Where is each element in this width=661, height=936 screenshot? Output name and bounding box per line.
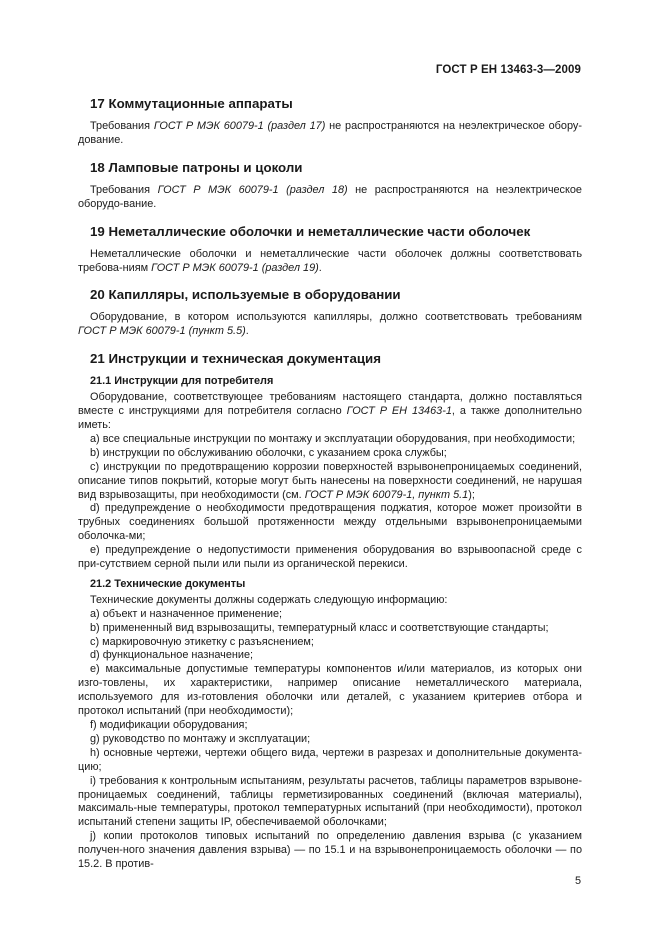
- section-21-title: 21 Инструкции и техническая документация: [90, 351, 381, 367]
- page-number: 5: [574, 875, 581, 887]
- section-17-text: Требования ГОСТ Р МЭК 60079-1 (раздел 17) не распространяются на неэлектрическое обору-дование.: [78, 120, 582, 146]
- section-19-title: 19 Неметаллические оболочки и неметаллические части оболочек: [90, 223, 531, 239]
- section-20-title: 20 Капилляры, используемые в оборудовании: [90, 287, 401, 303]
- section-17-title: 17 Коммутационные аппараты: [90, 96, 293, 111]
- subsection-21-1-intro: Оборудование, соответствующее требованиям настоящего стандарта, должно поставляться вместе с инструкциями для потребителя согласно ГОСТ Р ЕН 13463-1, а также дополнительно иметь:: [78, 391, 582, 431]
- subsection-21-2-intro: Технические документы должны содержать следующую информацию:: [90, 593, 448, 606]
- instruction-item-b: b) инструкции по обслуживанию оболочки, с указанием срока службы;: [90, 446, 447, 459]
- tech-doc-item-b: b) примененный вид взрывозащиты, температурный класс и соответствующие стандарты;: [90, 621, 549, 634]
- tech-doc-item-c: c) маркировочную этикетку с разъяснением;: [90, 635, 314, 648]
- instruction-item-e: e) предупреждение о недопустимости применения оборудования во взрывоопасной среде с при-сутствием серной пыли или пыли из органической перекиси.: [78, 544, 582, 571]
- document-code-header: ГОСТ Р ЕН 13463-3—2009: [435, 64, 581, 76]
- subsection-21-2-title: 21.2 Технические документы: [90, 577, 246, 590]
- subsection-21-1-title: 21.1 Инструкции для потребителя: [90, 375, 274, 388]
- tech-doc-item-h: h) основные чертежи, чертежи общего вида, чертежи в разрезах и дополнительные документа-цию;: [78, 746, 582, 773]
- tech-doc-item-f: f) модификации оборудования;: [90, 719, 248, 731]
- tech-doc-item-e: e) максимальные допустимые температуры компонентов и/или материалов, из которых они изго-товлены, их характеристики, например описание неметаллического материала, используемого для из-готовления оболочки или деталей, с указанием критериев отбора и протокол испытаний (при необходимости);: [78, 663, 582, 718]
- tech-doc-item-d: d) функциональное назначение;: [90, 649, 254, 662]
- instruction-item-c: c) инструкции по предотвращению коррозии поверхностей взрывонепроницаемых соединений, описание типов покрытий, которые могут быть нанесены на поверхности соединений, не нарушая вид взрывозащиты, при необходимости (см. ГОСТ Р МЭК 60079-1, пункт 5.1);: [78, 460, 582, 501]
- section-18-title: 18 Ламповые патроны и цоколи: [90, 159, 303, 175]
- instruction-item-d: d) предупреждение о необходимости предотвращения поджатия, которое может произойти в трубных соединениях большой протяженности между отдельными взрывонепроницаемыми оболочка-ми;: [78, 502, 582, 543]
- section-19-text: Неметаллические оболочки и неметаллические части оболочек должны соответствовать требова-ниям ГОСТ Р МЭК 60079-1 (раздел 19).: [78, 247, 582, 274]
- tech-doc-item-a: a) объект и назначенное применение;: [90, 607, 283, 620]
- section-20-text: Оборудование, в котором используются капилляры, должно соответствовать требованиям ГОСТ Р МЭК 60079-1 (пункт 5.5).: [78, 311, 582, 338]
- tech-doc-item-i: i) требования к контрольным испытаниям, результаты расчетов, таблицы параметров взрывоне-проницаемых соединений, таблицы герметизированных соединений (включая материалы), максималь-ные температуры, протокол температурных испытаний (при необходимости), протокол испытаний степени защиты IP, обеспечиваемой оболочками;: [78, 774, 582, 829]
- tech-doc-item-g: g) руководство по монтажу и эксплуатации;: [90, 732, 311, 745]
- page-content: [78, 96, 582, 872]
- section-18-text: Требования ГОСТ Р МЭК 60079-1 (раздел 18) не распространяются на неэлектрическое оборудо-вание.: [78, 183, 582, 210]
- tech-doc-item-j: j) копии протоколов типовых испытаний по определению давления взрыва (с указанием получен-ного значения давления взрыва) — по 15.1 и на взрывонепроницаемость оболочки — по 15.2. В против-: [78, 830, 582, 871]
- instruction-item-a: a) все специальные инструкции по монтажу и эксплуатации оборудования, при необходимости;: [90, 432, 576, 445]
